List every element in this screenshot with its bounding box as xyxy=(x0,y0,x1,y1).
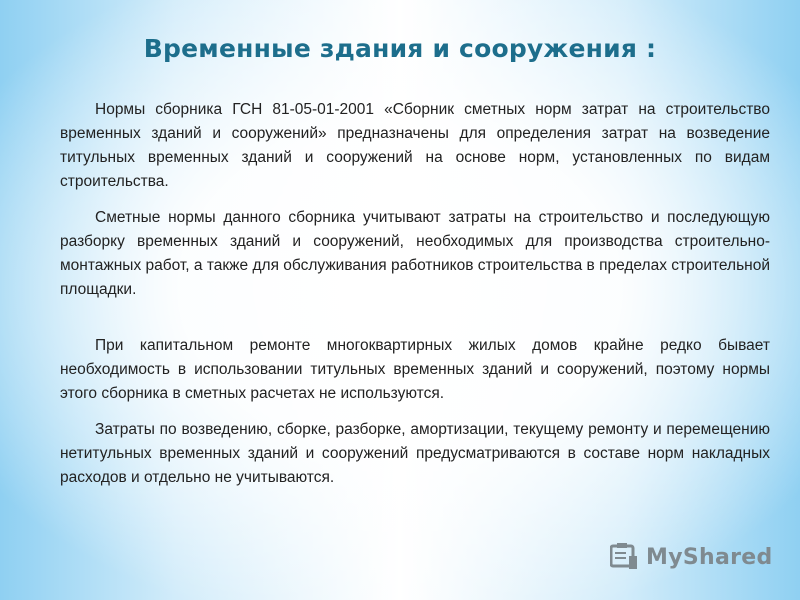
slide-title: Временные здания и сооружения : xyxy=(143,34,657,63)
slide-body xyxy=(60,98,770,502)
paragraph-1: Нормы сборника ГСН 81-05-01-2001 «Сборник сметных норм затрат на строительство временных зданий и сооружений» предназначены для определения затрат на возведение титульных временных зданий и сооружений на основе норм, установленных по видам строительства. xyxy=(60,101,770,190)
watermark-text: MyShared xyxy=(646,544,773,570)
myshared-logo-icon xyxy=(610,543,640,571)
paragraph-2: Сметные нормы данного сборника учитывают затраты на строительство и последующую разборку временных зданий и сооружений, необходимых для производства строительно-монтажных работ, а также для обслуживания работников строительства в пределах строительной площадки. xyxy=(60,209,770,298)
paragraph-4: Затраты по возведению, сборке, разборке, амортизации, текущему ремонту и перемещению нетитульных временных зданий и сооружений предусматриваются в составе норм накладных расходов и отдельно не учитываются. xyxy=(60,421,770,486)
paragraph-3: При капитальном ремонте многоквартирных жилых домов крайне редко бывает необходимость в использовании титульных временных зданий и сооружений, поэтому нормы этого сборника в сметных расчетах не используются. xyxy=(60,337,770,402)
myshared-watermark xyxy=(610,540,773,574)
